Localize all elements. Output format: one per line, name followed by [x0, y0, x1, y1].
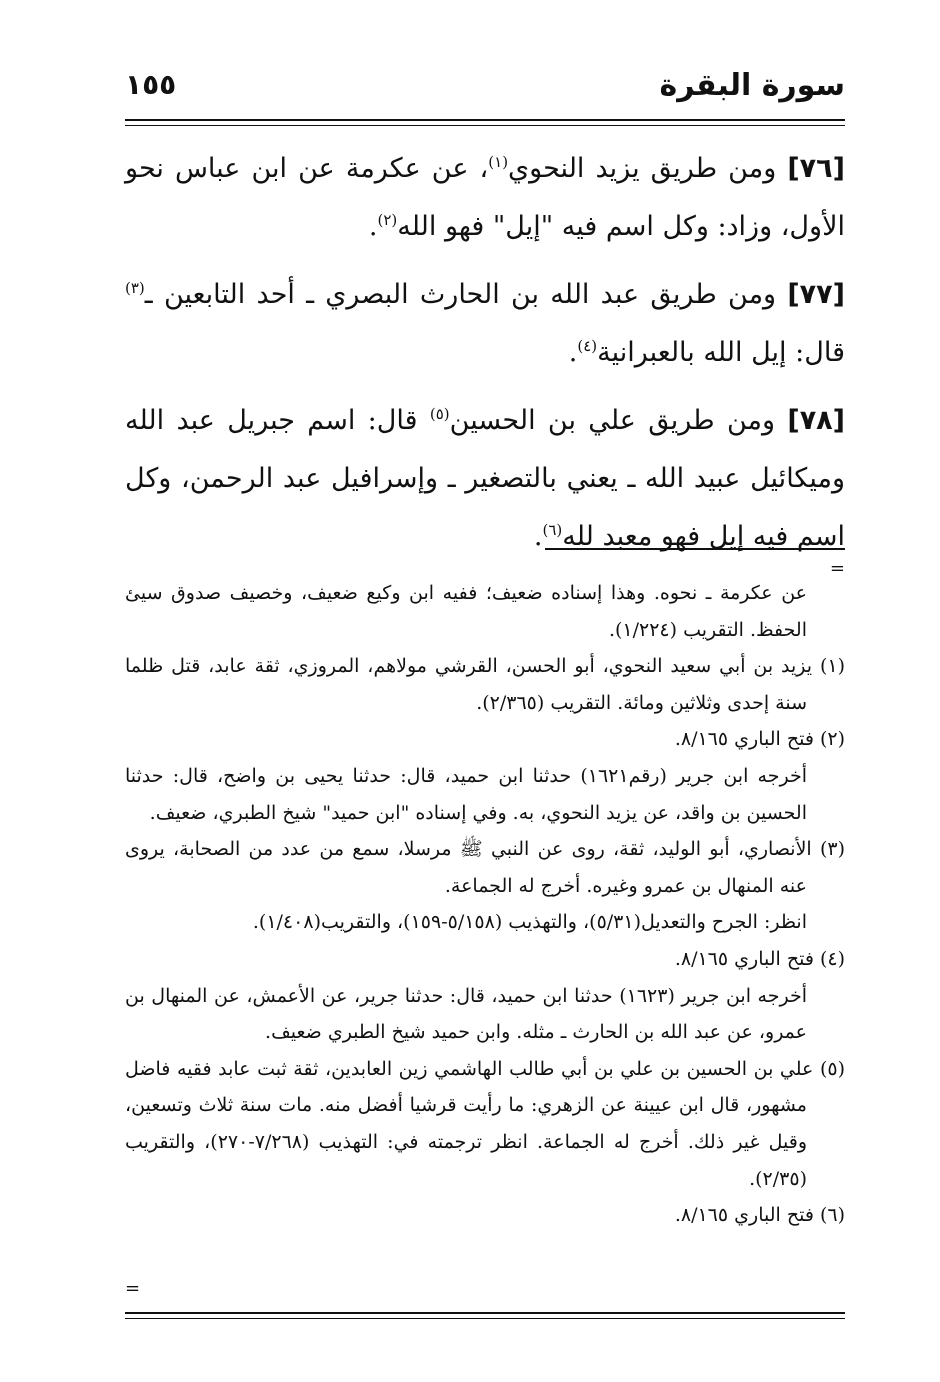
paragraph-number: [٧٧]	[787, 279, 845, 310]
paragraph-end: .	[568, 337, 578, 368]
footnote-6: (٦) فتح الباري ٨/١٦٥.	[674, 1204, 845, 1227]
paragraph-end: .	[368, 211, 378, 242]
paragraph-text: ، عن عكرمة عن ابن عباس نحو الأول، وزاد: وكل اسم فيه "إيل" فهو الله	[125, 153, 845, 242]
surah-title: سورة البقرة	[659, 68, 845, 103]
footnote-2: (٢) فتح الباري ٨/١٦٥.	[674, 728, 845, 751]
paragraph-text: ومن طريق علي بن الحسين	[449, 405, 775, 436]
paragraph-text: ومن طريق يزيد النحوي	[508, 153, 777, 184]
paragraph-77	[125, 266, 845, 382]
footnote-ref[interactable]: (٦)	[542, 521, 563, 539]
continuation-mark: =	[829, 558, 845, 579]
footnote-5: (٥) علي بن الحسين بن علي بن أبي طالب الهاشمي زين العابدين، ثقة ثبت عابد فقيه فاضل مشهور، قال ابن عيينة عن الزهري: ما رأيت قرشيا أفضل منه. مات سنة ثلاث وتسعين، وقيل غير ذلك. أخرج له الجماعة. انظر ترجمته في: التهذيب (٧/٢٦٨-٢٧٠)، والتقريب (٢/٣٥).	[125, 1057, 845, 1190]
paragraph-78	[125, 392, 845, 566]
footnote-3: (٣) الأنصاري، أبو الوليد، ثقة، روى عن النبي ﷺ مرسلا، سمع من عدد من الصحابة، يروى عنه المنهال بن عمرو وغيره. أخرج له الجماعة.	[125, 838, 845, 897]
page-number: ١٥٥	[125, 68, 177, 101]
footnote-ref[interactable]: (٣)	[125, 279, 145, 297]
footnote-continuation: عن عكرمة ـ نحوه. وهذا إسناده ضعيف؛ ففيه ابن وكيع ضعيف، وخصيف صدوق سيئ الحفظ. التقريب (١/٢٢٤).	[125, 582, 807, 641]
footnote-4: (٤) فتح الباري ٨/١٦٥.	[674, 947, 845, 970]
paragraph-76	[125, 140, 845, 256]
footer-rule	[125, 1312, 845, 1319]
paragraph-number: [٧٨]	[787, 405, 845, 436]
page-header	[125, 68, 845, 114]
paragraph-text: قال: إيل الله بالعبرانية	[597, 337, 845, 368]
footnote-1: (١) يزيد بن أبي سعيد النحوي، أبو الحسن، القرشي مولاهم، المروزي، ثقة عابد، قتل ظلما سنة إحدى وثلاثين ومائة. التقريب (٢/٣٦٥).	[125, 655, 845, 714]
footnotes	[125, 575, 845, 1234]
paragraph-end: .	[533, 521, 543, 552]
footnote-ref[interactable]: (٢)	[377, 211, 398, 229]
end-mark: =	[125, 1278, 141, 1299]
footnote-ref[interactable]: (١)	[488, 153, 509, 171]
footnote-2-detail: أخرجه ابن جرير (رقم١٦٢١) حدثنا ابن حميد، قال: حدثنا يحيى بن واضح، قال: حدثنا الحسين بن واقد، عن يزيد النحوي، به. وفي إسناده "ابن حميد" شيخ الطبري، ضعيف.	[125, 764, 808, 824]
footnote-ref[interactable]: (٤)	[577, 337, 598, 355]
footnote-4-detail: أخرجه ابن جرير (١٦٢٣) حدثنا ابن حميد، قال: حدثنا جرير، عن الأعمش، عن المنهال بن عمرو، عن عبد الله بن الحارث ـ مثله. وابن حميد شيخ الطبري ضعيف.	[125, 984, 807, 1044]
footnote-ref[interactable]: (٥)	[429, 405, 450, 423]
paragraph-text: قال: اسم جبريل عبد الله وميكائيل عبيد الله ـ يعني بالتصغير ـ وإسرافيل عبد الرحمن، وكل اسم فيه إيل فهو معبد لله	[125, 405, 845, 552]
main-text	[125, 140, 845, 579]
footnote-3-detail: انظر: الجرح والتعديل(٥/٣١)، والتهذيب (٥/١٥٨-١٥٩)، والتقريب(١/٤٠٨).	[252, 911, 807, 934]
header-rule	[125, 119, 845, 126]
footnote-separator	[545, 548, 845, 550]
paragraph-number: [٧٦]	[787, 153, 845, 184]
paragraph-text: ومن طريق عبد الله بن الحارث البصري ـ أحد التابعين ـ	[144, 279, 777, 310]
